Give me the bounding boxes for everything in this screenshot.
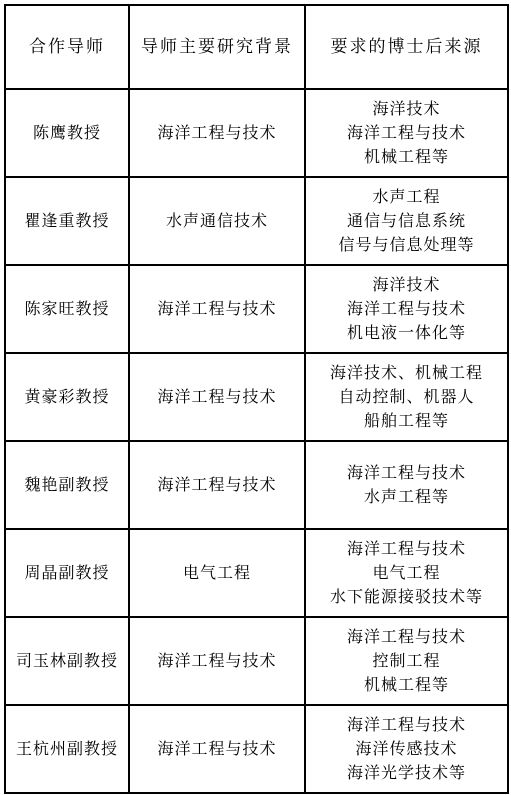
background-cell: 海洋工程与技术 (129, 617, 305, 705)
background-cell: 电气工程 (129, 529, 305, 617)
source-line: 水声工程 (372, 187, 441, 206)
source-line: 海洋技术、机械工程 (329, 363, 483, 382)
sources-cell (305, 353, 508, 441)
advisor-cell: 陈家旺教授 (5, 265, 129, 353)
source-line: 通信与信息系统 (346, 211, 466, 230)
advisor-cell: 陈鹰教授 (5, 89, 129, 177)
source-line: 自动控制、机器人 (338, 387, 475, 406)
header-background: 导师主要研究背景 (129, 5, 305, 89)
table-row (5, 265, 508, 353)
table-row (5, 705, 508, 793)
source-line: 海洋工程与技术 (346, 715, 466, 734)
background-cell: 海洋工程与技术 (129, 89, 305, 177)
advisor-cell: 黄豪彩教授 (5, 353, 129, 441)
source-line: 海洋技术 (372, 275, 441, 294)
header-sources: 要求的博士后来源 (305, 5, 508, 89)
advisor-cell: 魏艳副教授 (5, 441, 129, 529)
sources-cell (305, 177, 508, 265)
sources-cell (305, 265, 508, 353)
source-line: 机械工程等 (363, 147, 449, 166)
source-line: 海洋工程与技术 (346, 627, 466, 646)
source-line: 信号与信息处理等 (338, 235, 475, 254)
source-line: 海洋工程与技术 (346, 123, 466, 142)
source-line: 控制工程 (372, 651, 441, 670)
sources-cell (305, 89, 508, 177)
background-cell: 海洋工程与技术 (129, 265, 305, 353)
source-line: 海洋工程与技术 (346, 539, 466, 558)
advisor-cell: 周晶副教授 (5, 529, 129, 617)
source-line: 海洋工程与技术 (346, 299, 466, 318)
source-line: 船舶工程等 (363, 411, 449, 430)
source-line: 机电液一体化等 (346, 323, 466, 342)
source-line: 电气工程 (372, 563, 441, 582)
source-line: 海洋工程与技术 (346, 463, 466, 482)
background-cell: 水声通信技术 (129, 177, 305, 265)
advisor-cell: 司玉林副教授 (5, 617, 129, 705)
sources-cell (305, 705, 508, 793)
advisor-cell: 王杭州副教授 (5, 705, 129, 793)
source-line: 海洋传感技术 (355, 739, 458, 758)
header-advisor: 合作导师 (5, 5, 129, 89)
source-line: 海洋光学技术等 (346, 763, 466, 782)
source-line: 水下能源接驳技术等 (329, 587, 483, 606)
background-cell: 海洋工程与技术 (129, 705, 305, 793)
table-row (5, 441, 508, 529)
source-line: 海洋技术 (372, 99, 441, 118)
background-cell: 海洋工程与技术 (129, 353, 305, 441)
table-row (5, 177, 508, 265)
sources-cell (305, 441, 508, 529)
table-row (5, 353, 508, 441)
advisor-cell: 瞿逢重教授 (5, 177, 129, 265)
sources-cell (305, 617, 508, 705)
source-line: 水声工程等 (363, 487, 449, 506)
table-row (5, 529, 508, 617)
sources-cell (305, 529, 508, 617)
table-row (5, 89, 508, 177)
table-row (5, 617, 508, 705)
advisor-table (4, 4, 509, 794)
background-cell: 海洋工程与技术 (129, 441, 305, 529)
source-line: 机械工程等 (363, 675, 449, 694)
header-row (5, 5, 508, 89)
